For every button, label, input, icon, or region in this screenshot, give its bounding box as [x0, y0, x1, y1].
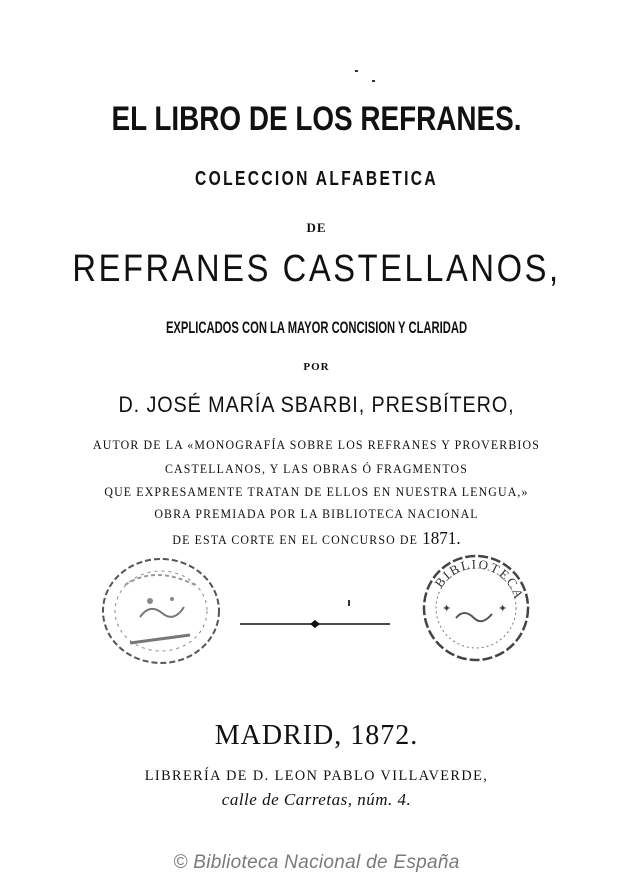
- main-title: REFRANES CASTELLANOS,: [72, 248, 561, 290]
- book-subtitle: COLECCION ALFABETICA: [195, 168, 438, 190]
- imprint-street: calle de Carretas, núm. 4.: [221, 790, 412, 809]
- credit-line-1: AUTOR DE LA «MONOGRAFÍA SOBRE LOS REFRANES Y PROVERBIOS: [93, 438, 540, 452]
- imprint-publisher: LIBRERÍA DE D. LEON PABLO VILLAVERDE,: [144, 768, 489, 784]
- credit-line-4: OBRA PREMIADA POR LA BIBLIOTECA NACIONAL: [154, 507, 479, 521]
- print-speck: [348, 600, 350, 606]
- svg-text:BIBLIOTECA: [431, 556, 527, 602]
- credit-line-5-text: DE ESTA CORTE EN EL CONCURSO DE: [172, 533, 419, 547]
- ornamental-rule: [240, 618, 390, 630]
- svg-text:✦: ✦: [498, 603, 508, 615]
- book-title: EL LIBRO DE LOS REFRANES.: [111, 100, 522, 138]
- print-speck: [355, 70, 358, 72]
- print-speck: [372, 80, 375, 82]
- imprint-city-date: MADRID, 1872.: [214, 720, 419, 751]
- connector-de: DE: [306, 220, 327, 235]
- library-stamp-left: [100, 555, 222, 667]
- explanation-line: EXPLICADOS CON LA MAYOR CONCISION Y CLARIDAD: [165, 318, 468, 337]
- copyright-notice: © Biblioteca Nacional de España: [173, 852, 460, 873]
- credit-line-3: QUE EXPRESAMENTE TRATAN DE ELLOS EN NUESTRA LENGUA,»: [104, 485, 529, 499]
- library-stamp-right: [420, 548, 532, 668]
- by-label: POR: [303, 361, 330, 373]
- credit-year: 1871.: [422, 528, 461, 548]
- svg-text:✦: ✦: [442, 603, 452, 615]
- credit-line-2: CASTELLANOS, Y LAS OBRAS Ó FRAGMENTOS: [164, 462, 469, 476]
- author-name: D. JOSÉ MARÍA SBARBI, PRESBÍTERO,: [118, 392, 515, 417]
- stamp-right-text: BIBLIOTECA: [431, 556, 528, 603]
- credit-line-5: [16, 528, 617, 549]
